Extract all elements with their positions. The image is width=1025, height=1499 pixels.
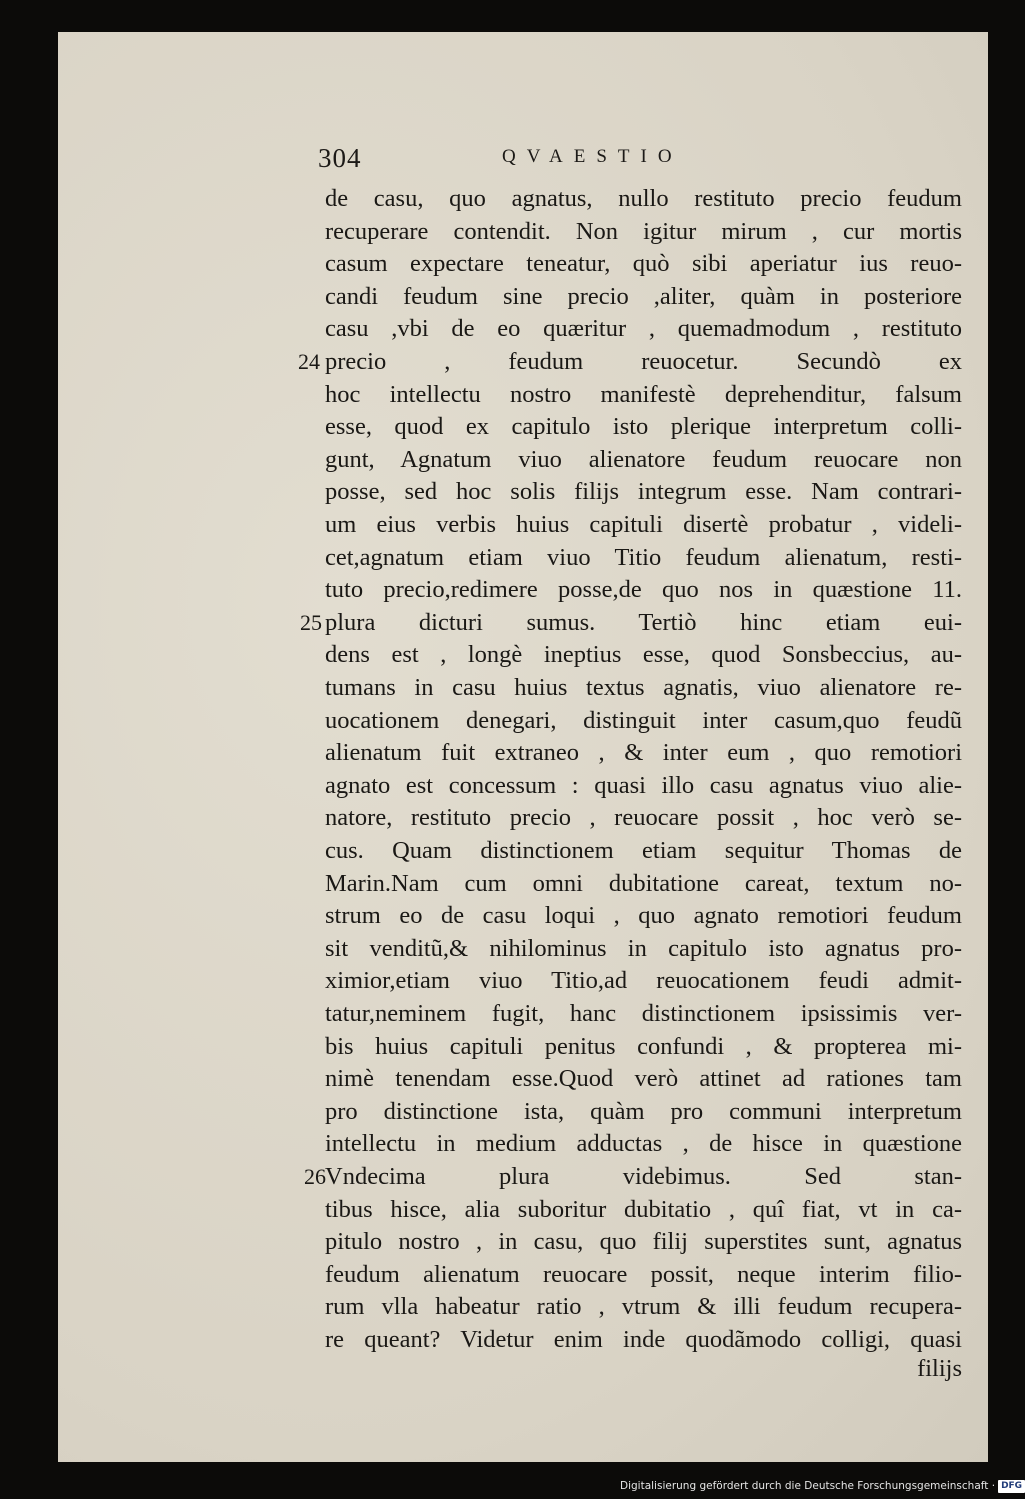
text-line-13: tuto precio,redimere posse,de quo nos in quæstione 11. <box>325 576 962 604</box>
text-line-7: hoc intellectu nostro manifestè deprehenditur, falsum <box>325 380 962 408</box>
footer-text: Digitalisierung gefördert durch die Deutsche Forschungsgemeinschaft · <box>620 1480 996 1492</box>
text-line-25: ximior,etiam viuo Titio,ad reuocationem feudi admit- <box>325 967 962 995</box>
text-line-2: recuperare contendit. Non igitur mirum , cur mortis <box>325 217 962 245</box>
text-line-21: cus. Quam distinctionem etiam sequitur Thomas de <box>325 837 962 864</box>
text-line-5: casu ,vbi de eo quæritur , quemadmodum , restituto <box>325 315 962 343</box>
text-line-29: pro distinctione ista, quàm pro communi interpretum <box>325 1097 962 1125</box>
text-line-36: re queant? Videtur enim inde quodãmodo colligi, quasi <box>325 1326 962 1353</box>
text-line-32: tibus hisce, alia suboritur dubitatio , quî fiat, vt in ca- <box>325 1195 962 1223</box>
text-line-34: feudum alienatum reuocare possit, neque interim filio- <box>325 1260 962 1288</box>
text-line-20: natore, restituto precio , reuocare possit , hoc verò se- <box>325 804 962 832</box>
text-line-12: cet,agnatum etiam viuo Titio feudum alienatum, resti- <box>325 543 962 571</box>
text-line-27: bis huius capituli penitus confundi , & propterea mi- <box>325 1032 962 1060</box>
catchword: filijs <box>917 1354 962 1382</box>
text-line-28: nimè tenendam esse.Quod verò attinet ad rationes tam <box>325 1065 962 1093</box>
dfg-logo: DFG <box>998 1480 1025 1493</box>
text-line-35: rum vlla habeatur ratio , vtrum & illi feudum recupera- <box>325 1293 962 1321</box>
text-line-14: plura dicturi sumus. Tertiò hinc etiam eui- <box>325 608 962 636</box>
text-line-19: agnato est concessum : quasi illo casu agnatus viuo alie- <box>325 771 962 799</box>
text-line-24: sit venditũ,& nihilominus in capitulo isto agnatus pro- <box>325 934 962 962</box>
text-line-17: uocationem denegari, distinguit inter casum,quo feudũ <box>325 706 962 734</box>
text-line-23: strum eo de casu loqui , quo agnato remotiori feudum <box>325 902 962 930</box>
margin-number-26: 26 <box>304 1164 326 1189</box>
running-title: QVAESTIO <box>502 146 683 167</box>
margin-number-24: 24 <box>298 349 320 374</box>
text-line-15: dens est , longè ineptius esse, quod Sonsbeccius, au- <box>325 641 962 669</box>
page-number: 304 <box>318 143 362 173</box>
text-line-4: candi feudum sine precio ,aliter, quàm in posteriore <box>325 282 962 310</box>
text-line-11: um eius verbis huius capituli disertè probatur , videli- <box>325 511 962 538</box>
text-line-1: de casu, quo agnatus, nullo restituto precio feudum <box>325 185 962 212</box>
footer-credit <box>620 1476 1023 1496</box>
text-line-8: esse, quod ex capitulo isto plerique interpretum colli- <box>325 413 962 441</box>
text-line-9: gunt, Agnatum viuo alienatore feudum reuocare non <box>325 445 962 473</box>
text-line-16: tumans in casu huius textus agnatis, viuo alienatore re- <box>325 674 962 701</box>
margin-number-25: 25 <box>300 609 322 635</box>
text-line-26: tatur,neminem fugit, hanc distinctionem ipsissimis ver- <box>325 1000 962 1027</box>
text-line-22: Marin.Nam cum omni dubitatione careat, textum no- <box>325 869 962 897</box>
text-line-18: alienatum fuit extraneo , & inter eum , quo remotiori <box>325 739 962 767</box>
text-line-3: casum expectare teneatur, quò sibi aperiatur ius reuo- <box>325 250 962 278</box>
text-line-30: intellectu in medium adductas , de hisce in quæstione <box>325 1130 962 1158</box>
text-line-31: Vndecima plura videbimus. Sed stan- <box>325 1163 962 1190</box>
text-line-10: posse, sed hoc solis filijs integrum esse. Nam contrari- <box>325 478 962 506</box>
text-line-6: precio , feudum reuocetur. Secundò ex <box>325 348 962 375</box>
text-line-33: pitulo nostro , in casu, quo filij superstites sunt, agnatus <box>325 1228 962 1256</box>
